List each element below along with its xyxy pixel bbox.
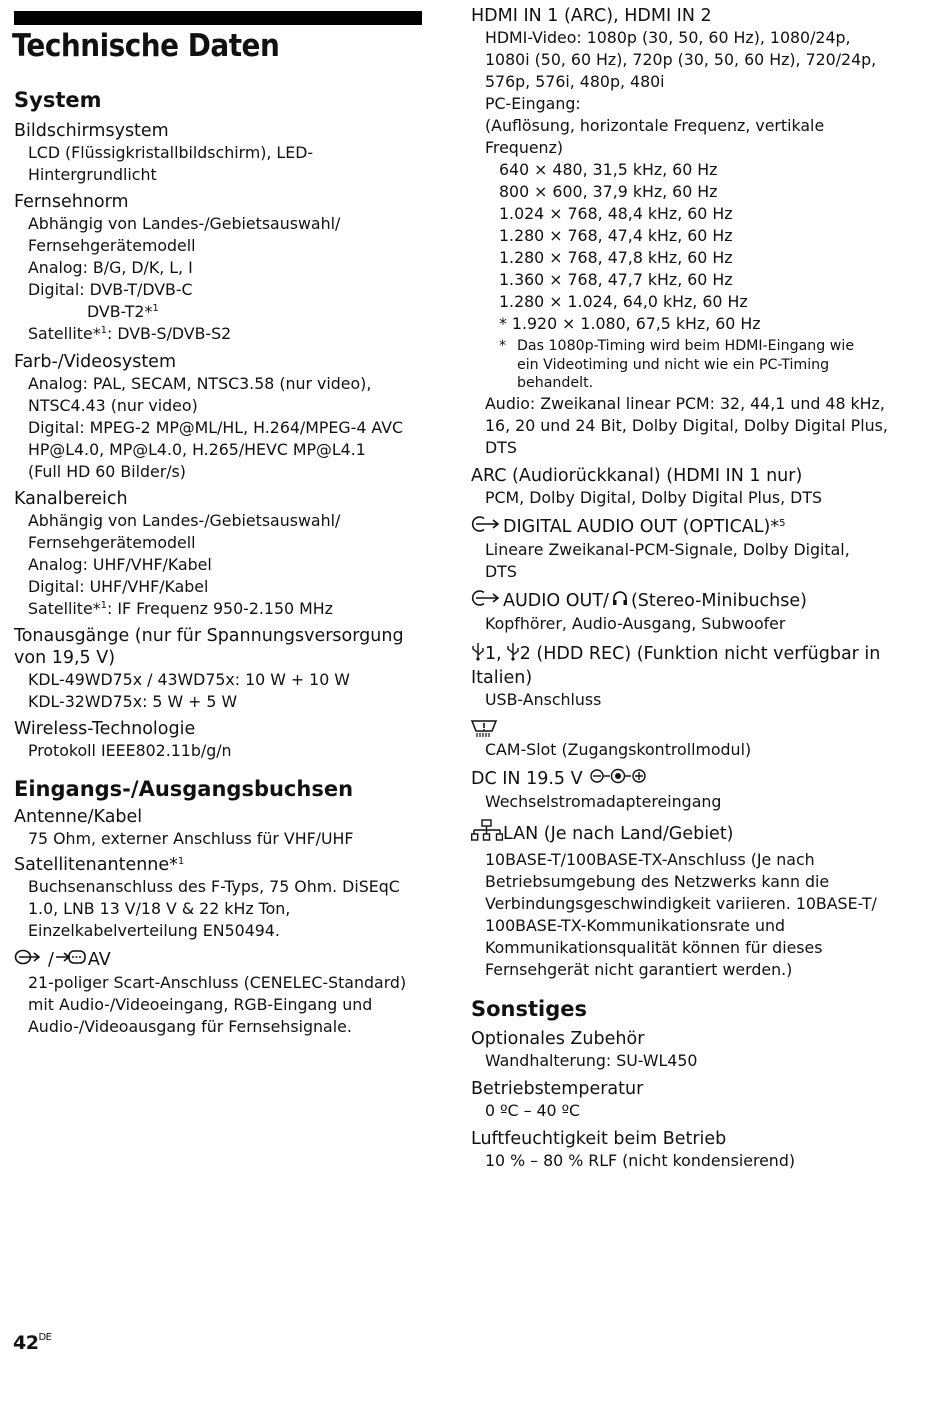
- spec-value: [28, 323, 424, 345]
- spec-value: Lineare Zweikanal-PCM-Signale, Dolby Digital,: [485, 539, 850, 559]
- spec-label-text: DIGITAL AUDIO OUT (OPTICAL)*: [503, 516, 780, 537]
- spec-value-text: : DVB-S/DVB-S2: [106, 324, 232, 343]
- spec-label-text: LAN (Je nach Land/Gebiet): [503, 823, 734, 844]
- spec-label: [14, 948, 424, 972]
- spec-value-text: DVB-T2*: [87, 302, 153, 321]
- pc-mode: 640 × 480, 31,5 kHz, 60 Hz: [499, 160, 718, 179]
- spec-value: DTS: [485, 437, 517, 457]
- spec-label-text: (Stereo-Minibuchse): [630, 590, 807, 611]
- spec-value: Fernsehgerätemodell: [28, 533, 196, 552]
- footnote-ref: 1: [152, 303, 159, 314]
- spec-label-text: Satellitenantenne*: [14, 855, 178, 875]
- spec-value: Digital: DVB-T/DVB-C: [28, 280, 193, 299]
- spec-value: Audio: Zweikanal linear PCM: 32, 44,1 und 48 kHz,: [485, 393, 885, 413]
- av-label: AV: [87, 950, 111, 970]
- spec-label-text: 1,: [485, 643, 502, 664]
- spec-value-text: Satellite*: [28, 324, 101, 343]
- spec-value: LCD (Flüssigkristallbildschirm), LED-: [28, 143, 314, 162]
- cam-icon: [471, 719, 941, 739]
- spec-label: Optionales Zubehör: [471, 1028, 645, 1049]
- spec-label: Farb-/Videosystem: [14, 352, 176, 372]
- usb-icon: [506, 641, 520, 667]
- footnote-ref: 1: [177, 856, 185, 867]
- spec-value: (Full HD 60 Bilder/s): [28, 462, 186, 481]
- spec-value: Hintergrundlicht: [28, 165, 157, 184]
- spec-value: DTS: [485, 561, 517, 581]
- spec-value: CAM-Slot (Zugangskontrollmodul): [485, 739, 752, 759]
- spec-value: Analog: B/G, D/K, L, I: [28, 258, 193, 277]
- spec-value: 1.0, LNB 13 V/18 V & 22 kHz Ton,: [28, 899, 291, 918]
- footnote-star: *: [499, 338, 507, 354]
- left-column: [14, 88, 424, 1038]
- spec-value: 75 Ohm, externer Anschluss für VHF/UHF: [28, 829, 354, 848]
- spec-label: Antenne/Kabel: [14, 807, 143, 827]
- scart-input-icon: [14, 948, 48, 972]
- spec-value: 0 ºC – 40 ºC: [485, 1100, 581, 1120]
- footnote-text: behandelt.: [517, 375, 594, 391]
- spec-label: [471, 767, 941, 791]
- pc-mode: * 1.920 × 1.080, 67,5 kHz, 60 Hz: [499, 314, 761, 333]
- spec-value: KDL-32WD75x: 5 W + 5 W: [28, 692, 238, 711]
- spec-value: Analog: PAL, SECAM, NTSC3.58 (nur video),: [28, 374, 372, 393]
- spec-value: [87, 301, 424, 323]
- spec-label: HDMI IN 1 (ARC), HDMI IN 2: [471, 6, 712, 26]
- spec-label: Italien): [471, 667, 533, 688]
- spec-value: Kommunikationsqualität können für dieses: [485, 937, 823, 957]
- spec-value: 1080i (50, 60 Hz), 720p (30, 50, 60 Hz), 720/24p,: [485, 50, 877, 69]
- spec-value: (Auflösung, horizontale Frequenz, vertikale: [485, 116, 825, 135]
- pc-mode: 1.360 × 768, 47,7 kHz, 60 Hz: [499, 270, 733, 289]
- spec-label: Fernsehnorm: [14, 192, 129, 212]
- section-heading-sonstiges: Sonstiges: [471, 996, 588, 1021]
- spec-label: Kanalbereich: [14, 489, 128, 509]
- spec-label: Betriebstemperatur: [471, 1078, 644, 1099]
- spec-value: 10BASE-T/100BASE-TX-Anschluss (Je nach: [485, 849, 815, 869]
- spec-value: Digital: MPEG-2 MP@ML/HL, H.264/MPEG-4 AVC: [28, 418, 404, 437]
- spec-label: Bildschirmsystem: [14, 121, 169, 141]
- spec-label: [471, 515, 941, 539]
- audio-output-icon: [471, 515, 503, 539]
- spec-label-text: AUDIO OUT/: [503, 590, 609, 611]
- spec-label: von 19,5 V): [14, 648, 116, 668]
- headphones-icon: [612, 589, 628, 613]
- spec-value: [28, 598, 424, 620]
- spec-value: Einzelkabelverteilung EN50494.: [28, 921, 280, 940]
- footnote-ref: 1: [100, 325, 107, 336]
- spec-label-text: DC IN 19.5 V: [471, 768, 583, 789]
- spec-value: 100BASE-TX-Kommunikationsrate und: [485, 915, 786, 935]
- scart-output-icon: [54, 948, 88, 972]
- footnote-text: ein Videotiming und nicht wie ein PC-Timing: [517, 356, 830, 373]
- separator: /: [48, 950, 54, 970]
- spec-value: Analog: UHF/VHF/Kabel: [28, 555, 212, 574]
- spec-value: Wechselstromadaptereingang: [485, 791, 722, 811]
- spec-label: Wireless-Technologie: [14, 719, 196, 739]
- spec-label: ARC (Audiorückkanal) (HDMI IN 1 nur): [471, 465, 803, 486]
- lan-icon: [471, 819, 503, 849]
- spec-value: Betriebsumgebung des Netzwerks kann die: [485, 871, 830, 891]
- audio-output-icon: [471, 589, 503, 613]
- spec-value: Audio-/Videoausgang für Fernsehsignale.: [28, 1017, 352, 1036]
- spec-value: Verbindungsgeschwindigkeit variieren. 10BASE-T/: [485, 893, 877, 913]
- spec-value: 16, 20 und 24 Bit, Dolby Digital, Dolby Digital Plus,: [485, 415, 888, 435]
- spec-value: Fernsehgerät nicht garantiert werden.): [485, 959, 793, 979]
- footnote-ref: 1: [100, 600, 107, 611]
- footnote-text: Das 1080p-Timing wird beim HDMI-Eingang wie: [517, 338, 855, 354]
- usb-icon: [471, 641, 485, 667]
- spec-value: HDMI-Video: 1080p (30, 50, 60 Hz), 1080/24p,: [485, 28, 851, 47]
- spec-value: USB-Anschluss: [485, 689, 602, 709]
- spec-value: HP@L4.0, MP@L4.0, H.265/HEVC MP@L4.1: [28, 440, 366, 459]
- spec-value: Kopfhörer, Audio-Ausgang, Subwoofer: [485, 613, 786, 633]
- spec-value: Fernsehgerätemodell: [28, 236, 196, 255]
- page-number-text: 42: [13, 1332, 39, 1354]
- page-lang: DE: [38, 1332, 52, 1343]
- spec-label: [471, 641, 941, 667]
- spec-value-text: Satellite*: [28, 599, 101, 618]
- spec-value: 21-poliger Scart-Anschluss (CENELEC-Standard): [28, 973, 407, 992]
- spec-label: Luftfeuchtigkeit beim Betrieb: [471, 1128, 727, 1149]
- dc-polarity-icon: [589, 767, 647, 791]
- section-heading-io: Eingangs-/Ausgangsbuchsen: [14, 777, 354, 801]
- footnote: [499, 337, 941, 393]
- spec-label: [14, 854, 424, 876]
- spec-value: NTSC4.43 (nur video): [28, 396, 198, 415]
- spec-value: PCM, Dolby Digital, Dolby Digital Plus, DTS: [485, 487, 823, 507]
- spec-value: 10 % – 80 % RLF (nicht kondensierend): [485, 1150, 796, 1170]
- pc-mode: 1.280 × 1.024, 64,0 kHz, 60 Hz: [499, 292, 748, 311]
- pc-mode: 1.024 × 768, 48,4 kHz, 60 Hz: [499, 204, 733, 223]
- section-heading-system: System: [14, 88, 102, 112]
- pc-mode: 800 × 600, 37,9 kHz, 60 Hz: [499, 182, 718, 201]
- spec-value: Digital: UHF/VHF/Kabel: [28, 577, 209, 596]
- spec-value: Frequenz): [485, 138, 564, 157]
- spec-value: 576p, 576i, 480p, 480i: [485, 72, 665, 91]
- pc-mode: 1.280 × 768, 47,4 kHz, 60 Hz: [499, 226, 733, 245]
- header-bar: [14, 11, 422, 25]
- spec-value: PC-Eingang:: [485, 94, 581, 113]
- pc-mode: 1.280 × 768, 47,8 kHz, 60 Hz: [499, 248, 733, 267]
- spec-label: [471, 589, 941, 613]
- spec-label: Tonausgänge (nur für Spannungsversorgung: [14, 626, 404, 646]
- spec-value: Buchsenanschluss des F-Typs, 75 Ohm. DiSEqC: [28, 877, 400, 896]
- spec-value: Protokoll IEEE802.11b/g/n: [28, 741, 232, 760]
- spec-value: Wandhalterung: SU-WL450: [485, 1050, 698, 1070]
- spec-value-text: : IF Frequenz 950-2.150 MHz: [106, 599, 333, 618]
- spec-value: Abhängig von Landes-/Gebietsauswahl/: [28, 214, 341, 233]
- right-column: [471, 5, 941, 1172]
- spec-label: [471, 819, 941, 849]
- spec-value: Abhängig von Landes-/Gebietsauswahl/: [28, 511, 341, 530]
- footnote-ref: 5: [779, 517, 786, 529]
- page-title: Technische Daten: [12, 28, 280, 64]
- page-number: [13, 1332, 51, 1354]
- spec-label-text: 2 (HDD REC) (Funktion nicht verfügbar in: [519, 643, 881, 664]
- spec-value: KDL-49WD75x / 43WD75x: 10 W + 10 W: [28, 670, 350, 689]
- spec-value: mit Audio-/Videoeingang, RGB-Eingang und: [28, 995, 373, 1014]
